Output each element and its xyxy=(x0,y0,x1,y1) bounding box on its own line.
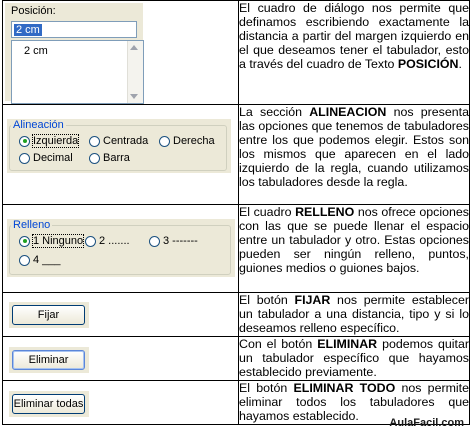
eliminar-button[interactable]: Eliminar xyxy=(12,350,85,370)
radio-guiones-bajos[interactable]: 4 ___ xyxy=(19,254,61,266)
tab-dialog-reference-table xyxy=(2,0,470,425)
posicion-description: El cuadro de diálogo nos permite que definamos escribiendo exactamente la distancia a partir del margen izquierdo en el que deseamos tener el tabulador, esto a través del cuadro de Texto POSICIÓN. xyxy=(239,1,470,105)
posicion-input[interactable] xyxy=(11,21,137,38)
alineacion-screenshot xyxy=(3,105,239,205)
radio-derecha[interactable]: Derecha xyxy=(159,135,215,147)
alineacion-description: La sección ALINEACION nos presenta las opciones que tenemos de tabuladores entre los que podemos elegir. Estos son los mismos que aparecen en el lado izquierdo de la regla, cuando utilizamos los tabuladores desde la regla. xyxy=(239,105,470,205)
fijar-description: El botón FIJAR nos permite establecer un tabulador a una distancia, tipo y si lo deseamos relleno específico. xyxy=(239,293,469,336)
radio-checked-icon xyxy=(19,136,30,147)
eliminar-todos-panel xyxy=(9,391,89,417)
posicion-list-item[interactable]: 2 cm xyxy=(24,45,48,57)
radio-ninguno[interactable]: 1 Ninguno xyxy=(19,235,83,247)
radio-guiones-medios[interactable]: 3 ------- xyxy=(149,235,198,247)
radio-barra[interactable]: Barra xyxy=(89,152,130,164)
posicion-label: Posición: xyxy=(11,5,56,17)
alineacion-title: Alineación xyxy=(13,119,64,131)
radio-unchecked-icon xyxy=(89,136,100,147)
posicion-input-value: 2 cm xyxy=(16,24,40,36)
posicion-list-scrollbar[interactable] xyxy=(127,41,143,103)
relleno-groupbox xyxy=(9,225,231,275)
radio-unchecked-icon xyxy=(149,236,160,247)
row-fijar xyxy=(3,293,470,337)
relleno-title: Relleno xyxy=(13,219,51,231)
radio-unchecked-icon xyxy=(85,236,96,247)
alineacion-panel xyxy=(7,119,231,173)
radio-izquierda[interactable]: Izquierda xyxy=(19,135,78,147)
radio-checked-icon xyxy=(19,236,30,247)
radio-unchecked-icon xyxy=(19,153,30,164)
fijar-screenshot xyxy=(3,293,239,337)
relleno-description: El cuadro RELLENO nos ofrece opciones con las que se puede llenar el espacio entre un tabulador y otro. Estas opciones pueden ser ningún relleno, puntos, guiones medios o guiones bajos. xyxy=(239,205,470,293)
row-posicion xyxy=(3,1,470,105)
relleno-screenshot xyxy=(3,205,239,293)
eliminar-description: Con el botón ELIMINAR podemos quitar un tabulador específico que hayamos establecido previamente. xyxy=(239,337,469,380)
row-eliminar xyxy=(3,337,470,381)
relleno-panel xyxy=(7,219,235,277)
eliminar-todos-screenshot xyxy=(3,381,239,425)
posicion-screenshot xyxy=(3,1,239,105)
radio-puntos[interactable]: 2 ....... xyxy=(85,235,130,247)
fijar-button[interactable]: Fijar xyxy=(12,305,85,325)
posicion-panel xyxy=(5,3,143,101)
alineacion-groupbox xyxy=(9,125,227,171)
fijar-panel xyxy=(9,302,89,328)
posicion-list[interactable] xyxy=(11,40,144,104)
radio-centrada[interactable]: Centrada xyxy=(89,135,148,147)
radio-unchecked-icon xyxy=(89,153,100,164)
eliminar-todas-button[interactable]: Eliminar todas xyxy=(12,394,85,414)
eliminar-todos-description: El botón ELIMINAR TODO nos permite eliminar todos los tabuladores que hayamos establecido. xyxy=(239,381,469,424)
scroll-down-icon[interactable] xyxy=(130,94,138,99)
radio-unchecked-icon xyxy=(159,136,170,147)
eliminar-panel xyxy=(9,347,89,373)
radio-decimal[interactable]: Decimal xyxy=(19,152,73,164)
row-alineacion xyxy=(3,105,470,205)
watermark: AulaFacil.com xyxy=(389,417,464,429)
radio-unchecked-icon xyxy=(19,255,30,266)
eliminar-screenshot xyxy=(3,337,239,381)
row-relleno xyxy=(3,205,470,293)
scroll-up-icon[interactable] xyxy=(130,45,138,50)
